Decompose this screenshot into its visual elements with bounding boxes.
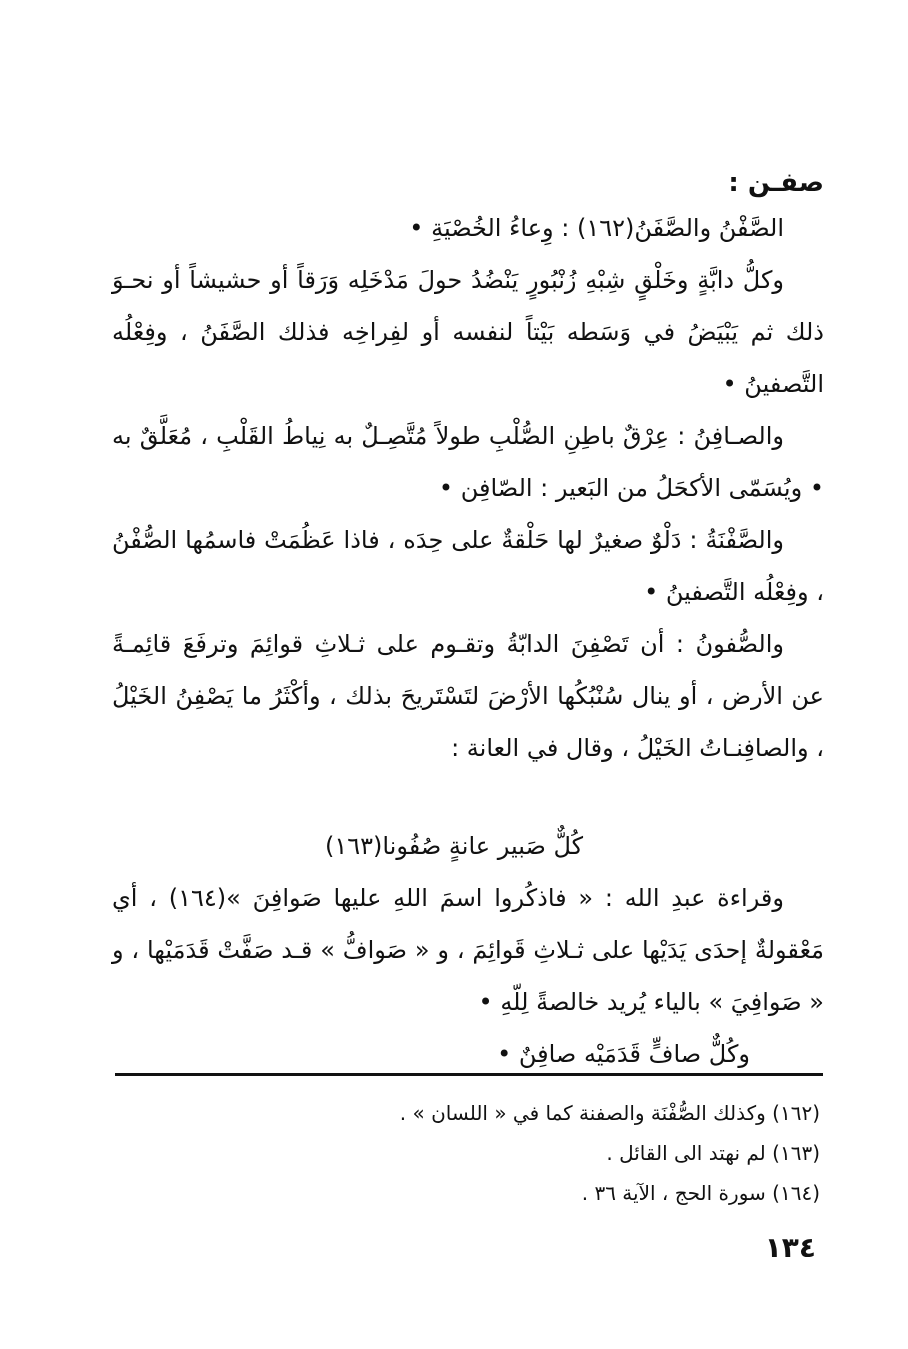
footnote-163: (١٦٣) لم نهتد الى القائل .	[606, 1141, 820, 1165]
paragraph-1: الصَّفْنُ والصَّفَنُ(١٦٢) : وِعاءُ الخُصْيَةِ •	[409, 214, 784, 242]
footnote-164: (١٦٤) سورة الحج ، الآية ٣٦ .	[581, 1181, 820, 1205]
paragraph-7: وكُلٌّ صافٍّ قَدَمَيْه صافِنٌ •	[497, 1040, 750, 1068]
paragraph-3: والصـافِنُ : عِرْقٌ باطِنِ الصُّلْبِ طولاً مُتَّصِـلٌ به نِياطُ القَلْبِ ، مُعَلَّقٌ به • ويُسَمّى الأكحَلُ من البَعير : الصّافِن •	[112, 422, 824, 502]
paragraph-5: والصُّفونُ : أن تَصْفِنَ الدابّةُ وتقـوم على ثـلاثِ قوائِمَ وترفَعَ قائِمـةً عن الأرض ، أو ينال سُنْبُكُها الأرْضَ لتَسْتَريحَ بذلك ، وأكْثَرُ ما يَصْفِنُ الخَيْلُ ، والصافِنـاتُ الخَيْلُ ، وقال في العانة :	[112, 630, 824, 762]
poem-verse: كُلٌّ صَبير عانةٍ صُفُونا(١٦٣)	[324, 832, 584, 860]
entry-body-bottom	[112, 872, 824, 1080]
footnote-162: (١٦٢) وكذلك الصُّفْنَة والصفنة كما في « اللسان » .	[399, 1101, 820, 1125]
paragraph-4: والصَّفْنَةُ : دَلْوٌ صغيرٌ لها حَلْقةٌ على حِدَه ، فاذا عَظُمَتْ فاسمُها الصُّفْنُ ، وفِعْلُه التَّصفينُ •	[112, 526, 824, 606]
footnotes	[120, 1093, 820, 1213]
entry-body-top	[112, 202, 824, 774]
page-number: ١٣٤	[764, 1231, 816, 1264]
paragraph-2: وكلُّ دابَّةٍ وخَلْقٍ شِبْهِ زُنْبُورٍ يَنْضُدُ حولَ مَدْخَلِه وَرَقاً أو حشيشاً أو نحـوَ ذلك ثم يَبْيَضُ في وَسَطه بَيْتاً لنفسه أو لفِراخِه فذلك الصَّفَنُ ، وفِعْلُه التَّصفينُ •	[112, 266, 824, 398]
footnote-divider	[115, 1073, 823, 1076]
entry-heading: صفـن :	[728, 168, 824, 198]
paragraph-6: وقراءة عبدِ الله : « فاذكُروا اسمَ اللهِ عليها صَوافِنَ »(١٦٤) ، أي مَعْقولةٌ إحدَى يَدَيْها على ثـلاثِ قَوائِمَ ، و « صَوافُّ » قـد صَفَّتْ قَدَمَيْها ، و « صَوافِيَ » بالياء يُريد خالصةً لِلّهِ •	[112, 884, 824, 1016]
